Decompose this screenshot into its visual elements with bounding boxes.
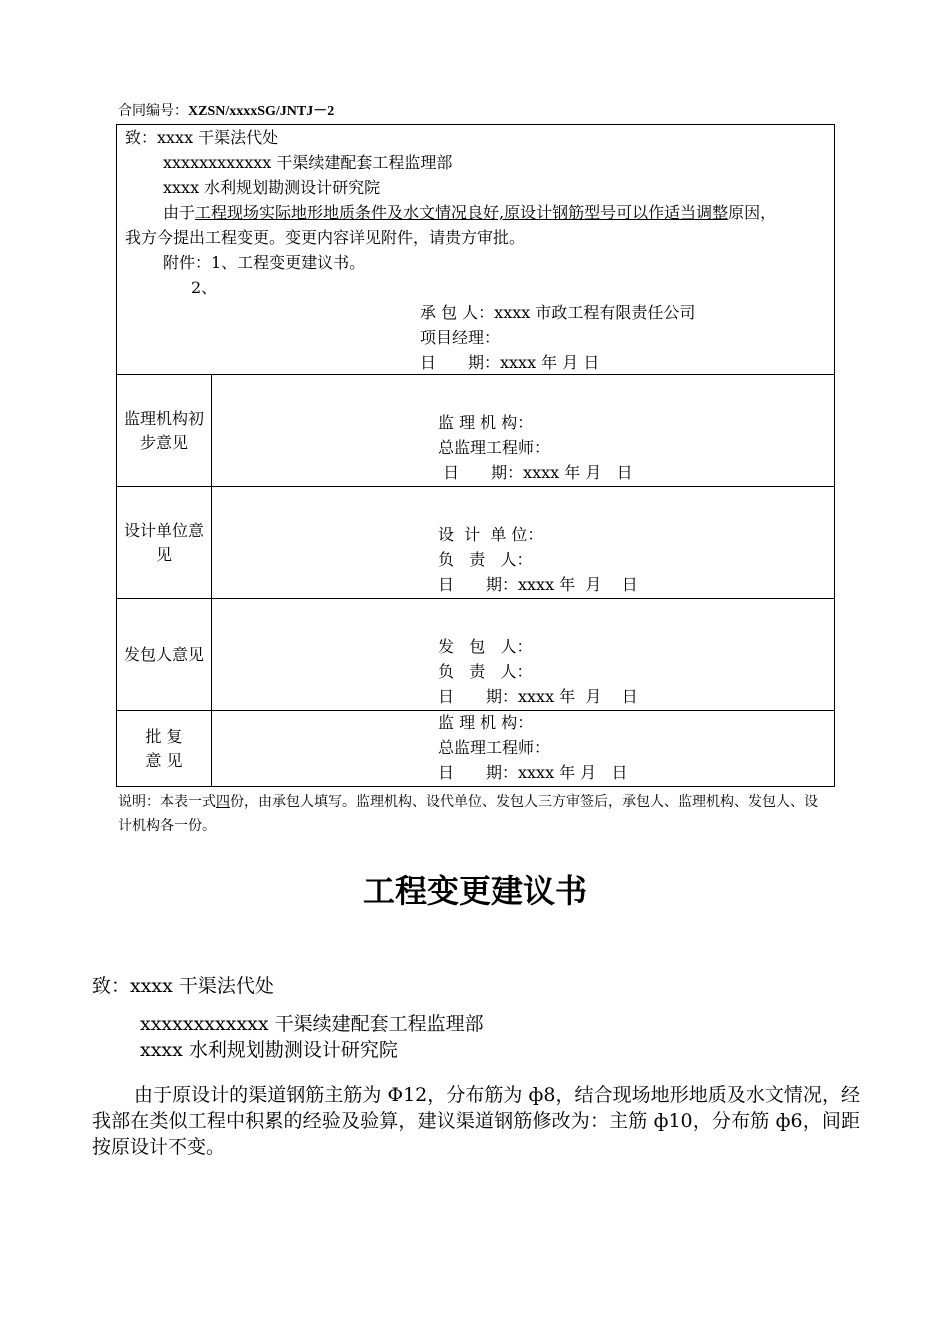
proposal-paragraph: 由于原设计的渠道钢筋主筋为 Φ12，分布筋为 ф8，结合现场地形地质及水文情况，经我部在类似工程中积累的经验及验算，建议渠道钢筋修改为：主筋 ф10，分布筋 ф6，间距按原设计不变。 — [92, 1084, 860, 1158]
row1-line-1: 监 理 机 构： — [438, 413, 534, 432]
reason-line-2: 我方今提出工程变更。变更内容详见附件，请贵方审批。 — [125, 228, 526, 247]
supervisor-initial-cell — [212, 375, 835, 487]
contract-number-label: 合同编号： — [118, 103, 188, 119]
reason-suffix: 原因， — [728, 203, 777, 222]
note-suffix: 份，由承包人填写。监理机构、设代单位、发包人三方审签后，承包人、监理机构、发包人、设计机构各一份。 — [118, 794, 818, 834]
row4-line-2: 总监理工程师： — [438, 738, 551, 757]
to-line-1: 致：xxxx 干渠法代处 — [125, 128, 279, 147]
request-date-line: 日 期：xxxx 年 月 日 — [420, 353, 600, 372]
label-design-unit: 设计单位意见 — [117, 487, 212, 599]
contractor-line: 承 包 人：xxxx 市政工程有限责任公司 — [420, 303, 696, 322]
reason-line-1 — [163, 201, 776, 225]
attachment-1: 附件：1、工程变更建议书。 — [163, 253, 366, 272]
row3-line-3: 日 期：xxxx 年 月 日 — [438, 687, 638, 706]
reason-text: 工程现场实际地形地质条件及水文情况良好,原设计钢筋型号可以作适当调整 — [195, 203, 729, 222]
to-line-3: xxxx 水利规划勘测设计研究院 — [163, 178, 381, 197]
contract-number-value: XZSN/xxxxSG/JNTJ－2 — [188, 104, 335, 119]
employer-cell — [212, 599, 835, 711]
request-section — [117, 125, 835, 375]
proposal-title: 工程变更建议书 — [362, 872, 587, 910]
design-unit-cell — [212, 487, 835, 599]
reason-prefix: 由于 — [163, 203, 196, 222]
contract-number-line — [118, 100, 334, 120]
proposal-to-line-1: 致：xxxx 干渠法代处 — [92, 975, 274, 997]
row1-line-2: 总监理工程师： — [438, 438, 551, 457]
row1-line-3: 日 期：xxxx 年 月 日 — [438, 463, 633, 482]
change-request-form-table — [116, 124, 835, 787]
to-line-2: xxxxxxxxxxxx 干渠续建配套工程监理部 — [163, 153, 453, 172]
proposal-to-line-2: xxxxxxxxxxxx 干渠续建配套工程监理部 — [140, 1013, 484, 1035]
approval-cell — [212, 711, 835, 787]
row3-line-1: 发 包 人： — [438, 637, 533, 656]
row2-line-2: 负 责 人： — [438, 550, 533, 569]
note-copies: 四 — [216, 794, 230, 810]
row4-line-1: 监 理 机 构： — [438, 713, 534, 732]
row2-line-1: 设 计 单 位： — [438, 525, 544, 544]
label-approval: 批 复意 见 — [117, 711, 212, 787]
row4-line-3: 日 期：xxxx 年 月 日 — [438, 763, 628, 782]
row3-line-2: 负 责 人： — [438, 662, 533, 681]
label-supervisor-initial: 监理机构初步意见 — [117, 375, 212, 487]
project-manager-line: 项目经理： — [420, 328, 501, 347]
label-employer: 发包人意见 — [117, 599, 212, 711]
row2-line-3: 日 期：xxxx 年 月 日 — [438, 575, 638, 594]
proposal-to-line-3: xxxx 水利规划勘测设计研究院 — [140, 1039, 398, 1061]
note-prefix: 说明：本表一式 — [118, 794, 216, 810]
attachment-2: 2、 — [191, 278, 218, 297]
form-note — [118, 790, 818, 838]
